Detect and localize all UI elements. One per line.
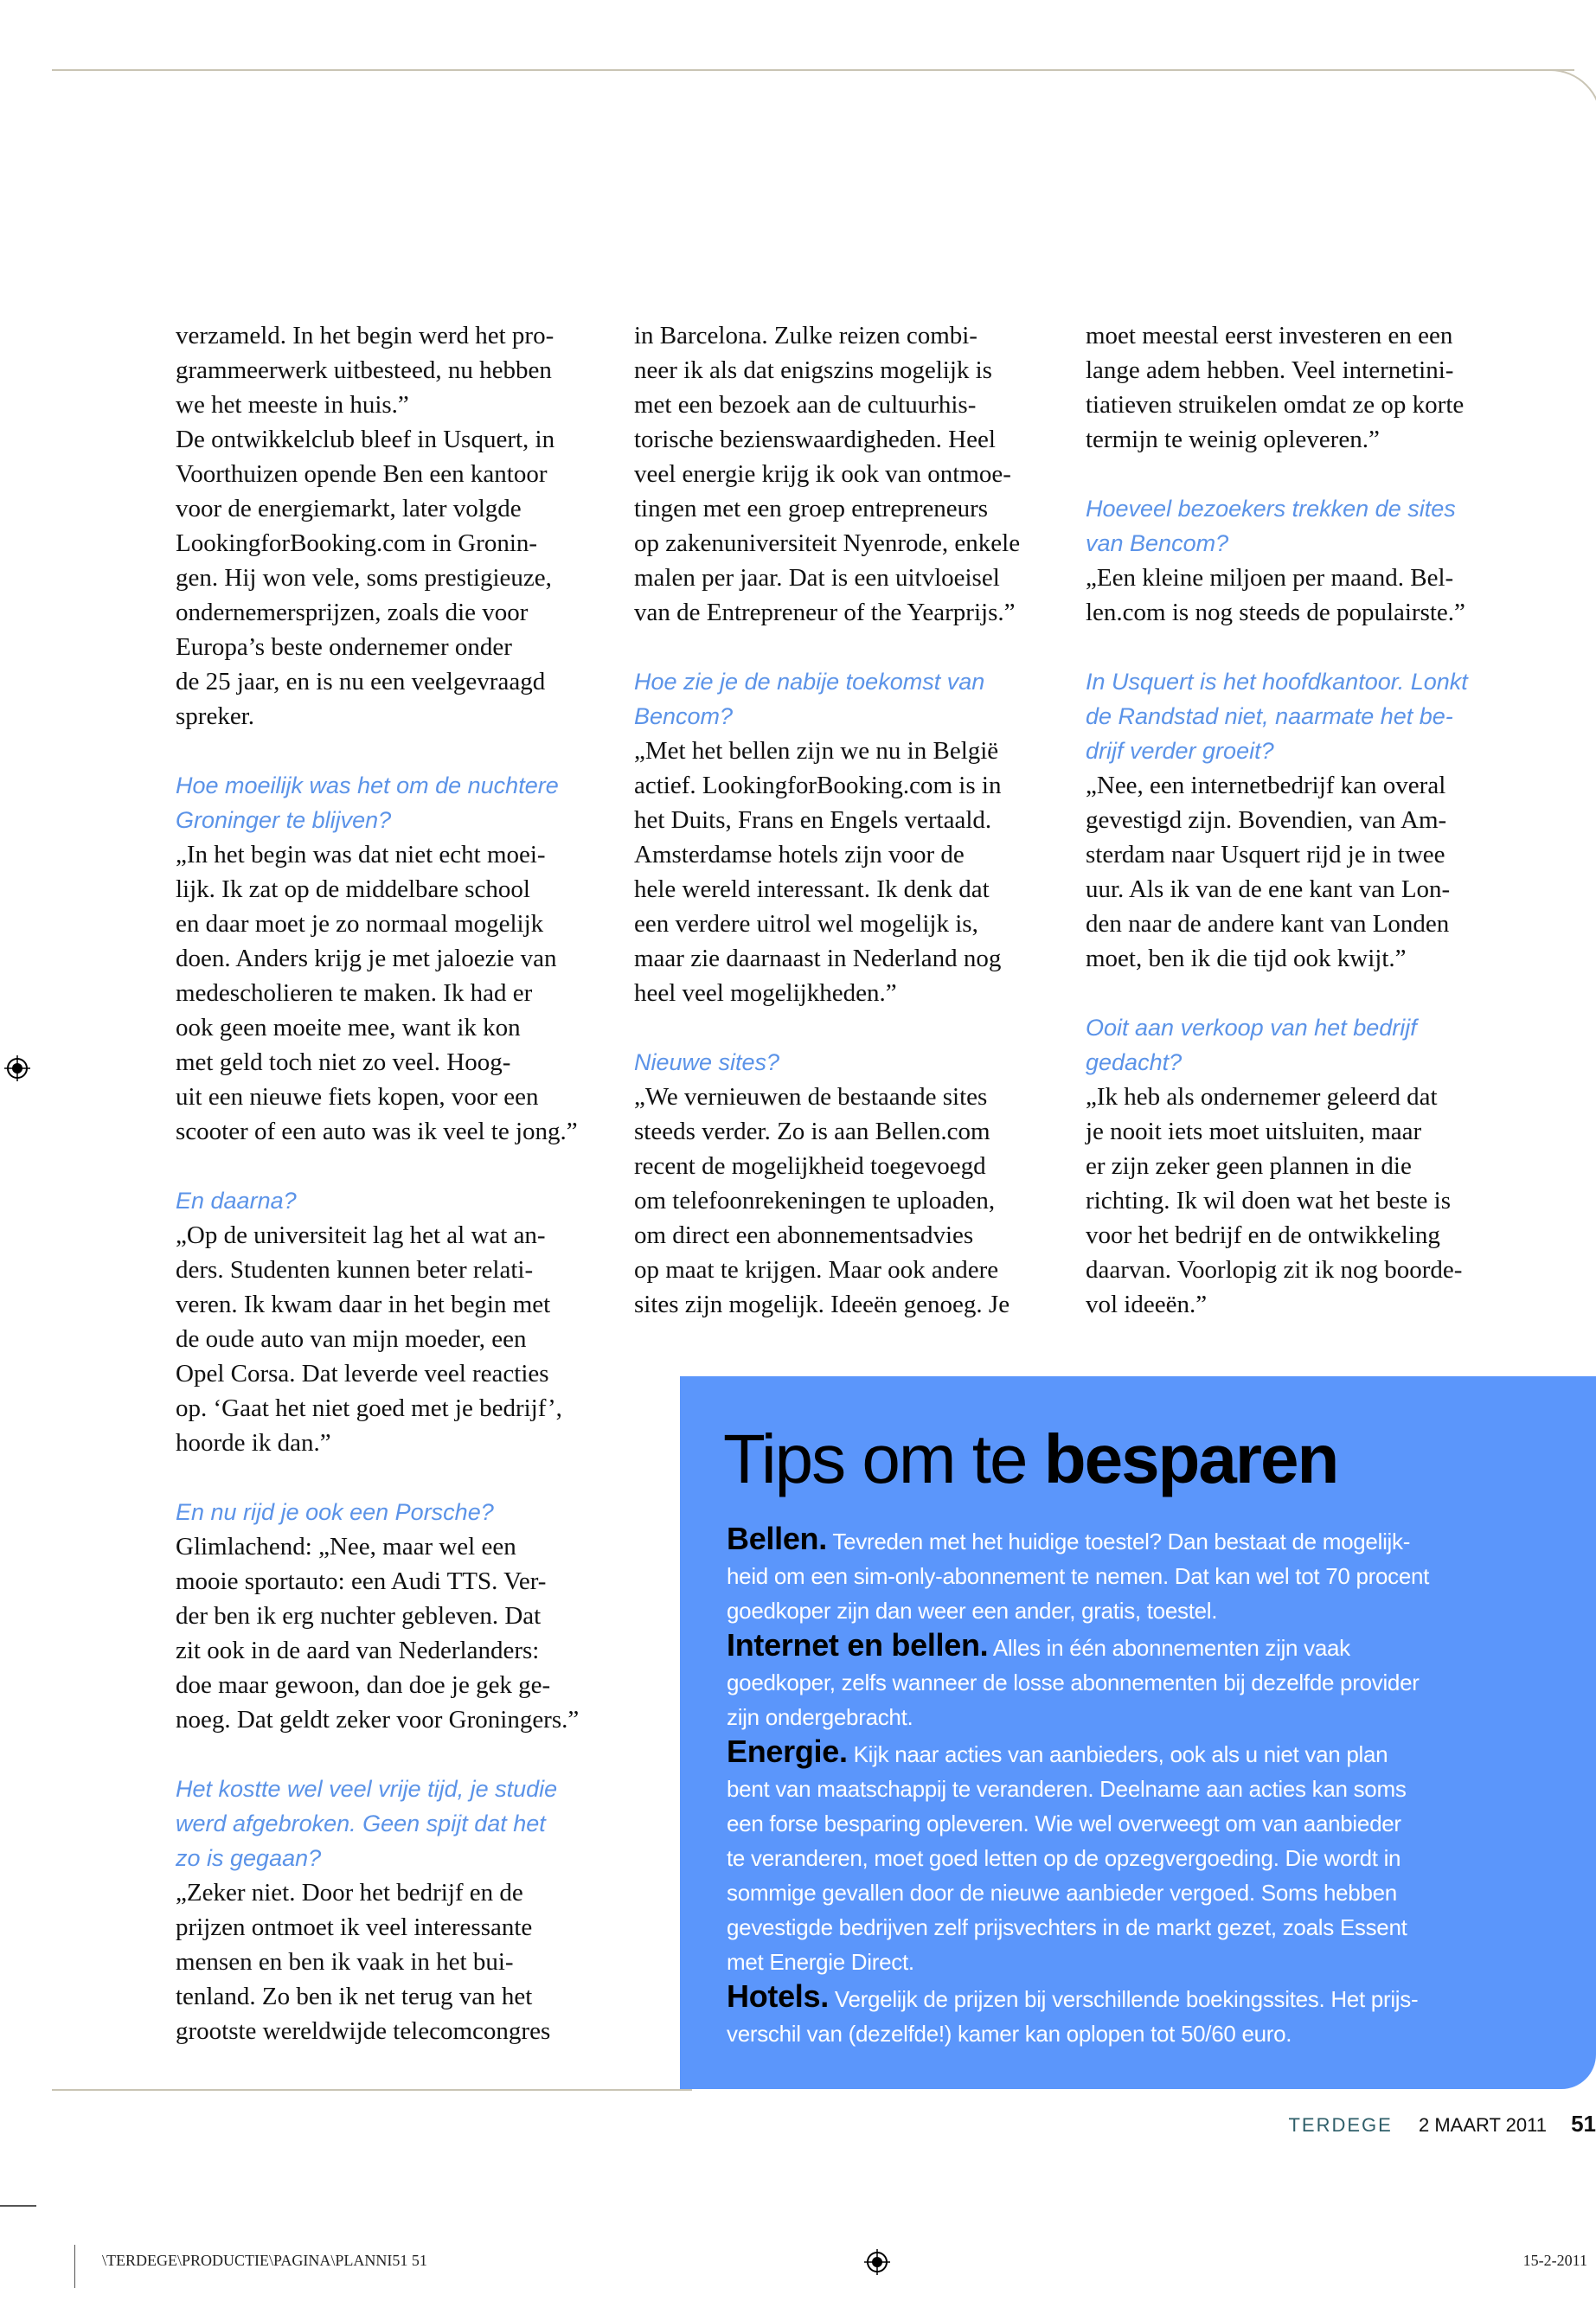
text-line: Europa’s beste ondernemer onder	[176, 633, 512, 661]
text-line: met een bezoek aan de cultuurhis-	[634, 391, 977, 419]
tip-line	[727, 2016, 1429, 2051]
text-line: in Barcelona. Zulke reizen combi-	[634, 322, 977, 349]
text-line: mooie sportauto: een Audi TTS. Ver-	[176, 1567, 547, 1595]
tip-line	[727, 1700, 1429, 1734]
tip-lead: Energie.	[727, 1734, 848, 1769]
text-line: steeds verder. Zo is aan Bellen.com	[634, 1118, 990, 1145]
text-line: Amsterdamse hotels zijn voor de	[634, 841, 965, 868]
text-line: „Nee, een internetbedrijf kan overal	[1086, 772, 1446, 799]
text-line: ondernemersprijzen, zoals die voor	[176, 599, 529, 626]
tip-line	[727, 1806, 1429, 1841]
tip-text: sommige gevallen door de nieuwe aanbieder vergoed. Soms hebben	[727, 1880, 1397, 1906]
interview-question	[176, 768, 608, 837]
text-line: uit een nieuwe fiets kopen, voor een	[176, 1083, 539, 1111]
text-line: Bencom?	[634, 703, 734, 729]
text-line: Opel Corsa. Dat leverde veel reacties	[176, 1360, 549, 1388]
text-line: van Bencom?	[1086, 530, 1229, 556]
tip-text: goedkoper zijn dan weer een ander, gratis, toestel.	[727, 1598, 1218, 1624]
text-line: neer ik als dat enigszins mogelijk is	[634, 356, 992, 384]
text-line: Groninger te blijven?	[176, 807, 392, 833]
tips-body	[727, 1522, 1429, 2051]
text-line: hele wereld interessant. Ik denk dat	[634, 875, 990, 903]
tips-box	[680, 1376, 1596, 2089]
tip-text: Tevreden met het huidige toestel? Dan bestaat de mogelijk-	[832, 1529, 1411, 1554]
text-line: van de Entrepreneur of the Yearprijs.”	[634, 599, 1016, 626]
tip-line	[727, 1665, 1429, 1700]
text-line: maar zie daarnaast in Nederland nog	[634, 945, 1002, 972]
text-line: sites zijn mogelijk. Ideeën genoeg. Je	[634, 1291, 1010, 1318]
body-paragraph	[1086, 318, 1518, 457]
text-line: Glimlachend: „Nee, maar wel een	[176, 1533, 516, 1561]
text-line: der ben ik erg nuchter gebleven. Dat	[176, 1602, 542, 1630]
text-line: doe maar gewoon, dan doe je gek ge-	[176, 1671, 551, 1699]
text-line: „Ik heb als ondernemer geleerd dat	[1086, 1083, 1438, 1111]
text-line: zit ook in de aard van Nederlanders:	[176, 1637, 540, 1664]
body-paragraph	[1086, 768, 1518, 976]
body-paragraph	[634, 318, 1067, 630]
crop-mark-vertical	[74, 2245, 75, 2288]
text-line: werd afgebroken. Geen spijt dat het	[176, 1811, 546, 1836]
tip-line	[727, 1522, 1429, 1559]
tip-line	[727, 1945, 1429, 1979]
text-line: „Op de universiteit lag het al wat an-	[176, 1221, 546, 1249]
text-line: prijzen ontmoet ik veel interessante	[176, 1913, 533, 1941]
text-line: torische bezienswaardigheden. Heel	[634, 426, 996, 453]
tip-text: Alles in één abonnementen zijn vaak	[992, 1635, 1350, 1661]
text-line: veren. Ik kwam daar in het begin met	[176, 1291, 551, 1318]
text-line: LookingforBooking.com in Gronin-	[176, 529, 538, 557]
text-line: scooter of een auto was ik veel te jong.”	[176, 1118, 578, 1145]
tip-text: heid om een sim-only-abonnement te nemen. Dat kan wel tot 70 procent	[727, 1563, 1430, 1589]
body-paragraph	[634, 1080, 1067, 1322]
text-line: uur. Als ik van de ene kant van Lon-	[1086, 875, 1451, 903]
tip-text: met Energie Direct.	[727, 1949, 914, 1975]
tip-line	[727, 1593, 1429, 1628]
top-rule	[52, 69, 1574, 71]
tips-title-bold: besparen	[1043, 1420, 1338, 1497]
text-line: Hoeveel bezoekers trekken de sites	[1086, 496, 1456, 522]
tip-line	[727, 1875, 1429, 1910]
tip-text: verschil van (dezelfde!) kamer kan oplopen tot 50/60 euro.	[727, 2021, 1292, 2047]
tip-text: Vergelijk de prijzen bij verschillende boekingssites. Het prijs-	[834, 1986, 1419, 2012]
text-line: ders. Studenten kunnen beter relati-	[176, 1256, 534, 1284]
text-line: Het kostte wel veel vrije tijd, je studie	[176, 1776, 558, 1802]
tip-text: Kijk naar acties van aanbieders, ook als u niet van plan	[853, 1741, 1388, 1767]
tip-text: een forse besparing opleveren. Wie wel overweegt om van aanbieder	[727, 1811, 1401, 1836]
text-line: de oude auto van mijn moeder, een	[176, 1325, 527, 1353]
text-line: Nieuwe sites?	[634, 1049, 780, 1075]
text-line: „Een kleine miljoen per maand. Bel-	[1086, 564, 1454, 592]
text-line: moet, ben ik die tijd ook kwijt.”	[1086, 945, 1407, 972]
text-line: voor de energiemarkt, later volgde	[176, 495, 522, 522]
text-line: zo is gegaan?	[176, 1845, 322, 1871]
text-line: en daar moet je zo normaal mogelijk	[176, 910, 544, 938]
text-line: De ontwikkelclub bleef in Usquert, in	[176, 426, 555, 453]
text-line: de 25 jaar, en is nu een veelgevraagd	[176, 668, 546, 695]
text-line: lijk. Ik zat op de middelbare school	[176, 875, 530, 903]
interview-question	[176, 1495, 608, 1529]
top-rule-corner	[1548, 69, 1596, 123]
registration-mark-icon	[864, 2249, 890, 2275]
text-line: Hoe zie je de nabije toekomst van	[634, 669, 985, 695]
text-line: Hoe moeilijk was het om de nuchtere	[176, 772, 559, 798]
text-line: je nooit iets moet uitsluiten, maar	[1086, 1118, 1422, 1145]
text-line: „In het begin was dat niet echt moei-	[176, 841, 546, 868]
text-line: grammeerwerk uitbesteed, nu hebben	[176, 356, 552, 384]
text-line: op maat te krijgen. Maar ook andere	[634, 1256, 999, 1284]
text-line: „We vernieuwen de bestaande sites	[634, 1083, 988, 1111]
interview-question	[1086, 491, 1518, 561]
tip-line	[727, 1628, 1429, 1665]
tip-line	[727, 1910, 1429, 1945]
text-line: om direct een abonnementsadvies	[634, 1221, 974, 1249]
crop-mark	[0, 2205, 36, 2207]
text-line: medescholieren te maken. Ik had er	[176, 979, 533, 1007]
text-line: In Usquert is het hoofdkantoor. Lonkt	[1086, 669, 1468, 695]
registration-mark-icon	[4, 1055, 30, 1081]
text-line: op. ‘Gaat het niet goed met je bedrijf’,	[176, 1394, 562, 1422]
text-line: grootste wereldwijde telecomcongres	[176, 2017, 551, 2045]
text-line: lange adem hebben. Veel internetini-	[1086, 356, 1454, 384]
text-line: een verdere uitrol wel mogelijk is,	[634, 910, 978, 938]
text-line: voor het bedrijf en de ontwikkeling	[1086, 1221, 1440, 1249]
text-line: de Randstad niet, naarmate het be-	[1086, 703, 1453, 729]
bottom-rule	[52, 2089, 692, 2091]
text-line: er zijn zeker geen plannen in die	[1086, 1152, 1412, 1180]
text-line: ook geen moeite mee, want ik kon	[176, 1014, 521, 1042]
text-line: verzameld. In het begin werd het pro-	[176, 322, 554, 349]
tip-text: goedkoper, zelfs wanneer de losse abonnementen bij dezelfde provider	[727, 1670, 1420, 1695]
text-line: doen. Anders krijg je met jaloezie van	[176, 945, 557, 972]
text-line: tiatieven struikelen omdat ze op korte	[1086, 391, 1465, 419]
text-line: En nu rijd je ook een Porsche?	[176, 1499, 494, 1525]
text-line: met geld toch niet zo veel. Hoog-	[176, 1048, 511, 1076]
slug-date: 15-2-2011	[1522, 2252, 1587, 2269]
text-line: actief. LookingforBooking.com is in	[634, 772, 1002, 799]
text-line: hoorde ik dan.”	[176, 1429, 331, 1457]
page-footer	[1288, 2111, 1596, 2138]
text-line: sterdam naar Usquert rijd je in twee	[1086, 841, 1445, 868]
text-line: het Duits, Frans en Engels vertaald.	[634, 806, 992, 834]
tip-line	[727, 1979, 1429, 2016]
text-line: spreker.	[176, 702, 254, 730]
tip-line	[727, 1772, 1429, 1806]
tips-title-light: Tips om te	[723, 1420, 1027, 1497]
body-paragraph	[1086, 561, 1518, 630]
text-line: termijn te weinig opleveren.”	[1086, 426, 1380, 453]
tip-lead: Hotels.	[727, 1978, 829, 2014]
tip-lead: Bellen.	[727, 1521, 827, 1556]
text-line: gevestigd zijn. Bovendien, van Am-	[1086, 806, 1447, 834]
text-line: den naar de andere kant van Londen	[1086, 910, 1450, 938]
text-line: gen. Hij won vele, soms prestigieuze,	[176, 564, 552, 592]
text-line: daarvan. Voorlopig zit ik nog boorde-	[1086, 1256, 1463, 1284]
tip-line	[727, 1841, 1429, 1875]
page-number: 51	[1571, 2111, 1596, 2137]
article-column-1	[176, 318, 608, 2083]
body-paragraph	[176, 1529, 608, 1737]
text-line: recent de mogelijkheid toegevoegd	[634, 1152, 986, 1180]
body-paragraph	[176, 1218, 608, 1460]
article-column-3	[1086, 318, 1518, 1356]
tip-lead: Internet en bellen.	[727, 1627, 989, 1663]
text-line: malen per jaar. Dat is een uitvloeisel	[634, 564, 1000, 592]
text-line: tenland. Zo ben ik net terug van het	[176, 1983, 533, 2010]
body-paragraph	[634, 734, 1067, 1010]
interview-question	[1086, 1010, 1518, 1080]
text-line: „Zeker niet. Door het bedrijf en de	[176, 1879, 523, 1907]
text-line: heel veel mogelijkheden.”	[634, 979, 897, 1007]
interview-question	[634, 664, 1067, 734]
tip-line	[727, 1559, 1429, 1593]
tip-text: bent van maatschappij te veranderen. Deelname aan acties kan soms	[727, 1776, 1407, 1802]
text-line: moet meestal eerst investeren en een	[1086, 322, 1453, 349]
text-line: tingen met een groep entrepreneurs	[634, 495, 989, 522]
body-paragraph	[176, 318, 608, 734]
text-line: richting. Ik wil doen wat het beste is	[1086, 1187, 1452, 1215]
text-line: len.com is nog steeds de populairste.”	[1086, 599, 1465, 626]
text-line: we het meeste in huis.”	[176, 391, 409, 419]
magazine-name: TERDEGE	[1288, 2114, 1393, 2136]
text-line: gedacht?	[1086, 1049, 1183, 1075]
text-line: „Met het bellen zijn we nu in België	[634, 737, 999, 765]
text-line: om telefoonrekeningen te uploaden,	[634, 1187, 996, 1215]
issue-date: 2 MAART 2011	[1418, 2114, 1547, 2136]
tips-title	[723, 1420, 1337, 1499]
text-line: Voorthuizen opende Ben een kantoor	[176, 460, 548, 488]
interview-question	[1086, 664, 1518, 768]
interview-question	[176, 1772, 608, 1875]
text-line: mensen en ben ik vaak in het bui-	[176, 1948, 514, 1976]
tip-text: zijn ondergebracht.	[727, 1704, 913, 1730]
tip-text: gevestigde bedrijven zelf prijsvechters in de markt gezet, zoals Essent	[727, 1914, 1407, 1940]
body-paragraph	[176, 1875, 608, 2048]
body-paragraph	[176, 837, 608, 1149]
body-paragraph	[1086, 1080, 1518, 1322]
interview-question	[634, 1045, 1067, 1080]
interview-question	[176, 1183, 608, 1218]
text-line: veel energie krijg ik ook van ontmoe-	[634, 460, 1011, 488]
tip-line	[727, 1734, 1429, 1772]
article-column-2	[634, 318, 1067, 1356]
slug-path: \TERDEGE\PRODUCTIE\PAGINA\PLANNI51 51	[102, 2252, 427, 2269]
text-line: vol ideeën.”	[1086, 1291, 1208, 1318]
text-line: En daarna?	[176, 1188, 297, 1214]
text-line: op zakenuniversiteit Nyenrode, enkele	[634, 529, 1021, 557]
text-line: drijf verder groeit?	[1086, 738, 1274, 764]
tip-text: te veranderen, moet goed letten op de opzegvergoeding. Die wordt in	[727, 1845, 1401, 1871]
text-line: noeg. Dat geldt zeker voor Groningers.”	[176, 1706, 580, 1734]
text-line: Ooit aan verkoop van het bedrijf	[1086, 1015, 1417, 1041]
